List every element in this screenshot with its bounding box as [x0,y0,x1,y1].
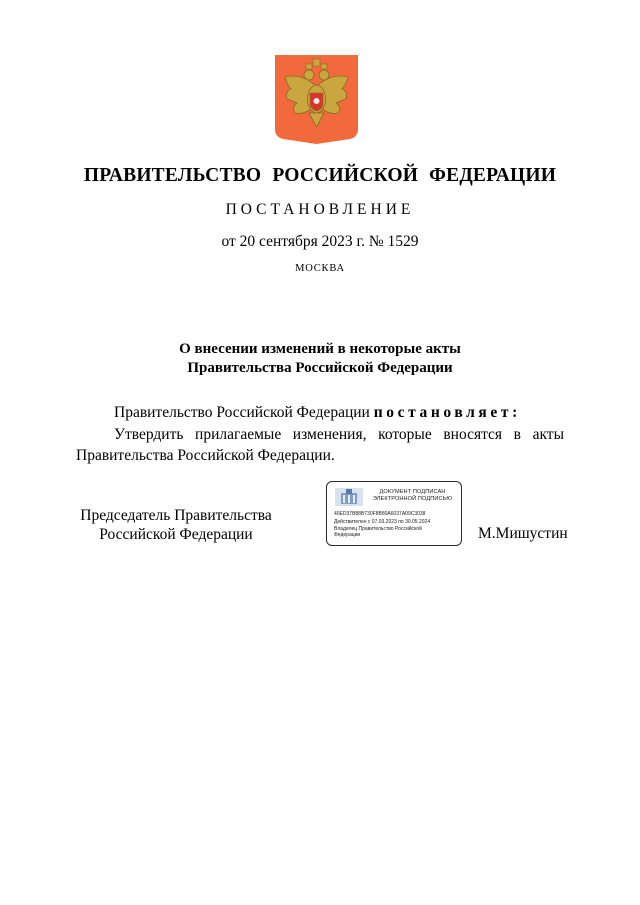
stamp-owner-line-2: Федерации [334,532,361,538]
government-title: ПРАВИТЕЛЬСТВО РОССИЙСКОЙ ФЕДЕРАЦИИ [83,165,557,186]
stamp-validity: Действителен с 07.03.2023 по 30.05.2024 [334,519,431,525]
resolution-text: Правительство Российской Федерации [114,404,374,421]
stamp-heading-line-1: ДОКУМЕНТ ПОДПИСАН [379,489,446,495]
stamp-heading [365,489,460,503]
signatory-name: М.Мишустин [478,525,568,542]
position-line-2: Российской Федерации [99,526,253,543]
state-emblem [275,55,358,144]
subject-line-2: Правительства Российской Федерации [187,360,453,376]
stamp-certificate: 40ED37B88B730F8B80A6037A09C3038 [334,511,426,517]
subject-line-1: О внесении изменений в некоторые акты [179,341,461,357]
electronic-signature-stamp [326,481,462,546]
stamp-owner-line-1: Владелец Правительство Российской [334,526,422,532]
government-building-icon [335,488,363,506]
resolution-keyword: постановляет: [373,404,521,421]
document-date-number: от 20 сентября 2023 г. № 1529 [221,233,419,250]
document-type: ПОСТАНОВЛЕНИЕ [225,201,415,218]
position-line-1: Председатель Правительства [80,507,272,524]
stamp-heading-line-2: ЭЛЕКТРОННОЙ ПОДПИСЬЮ [372,496,453,502]
signatory-position [76,506,276,544]
resolution-paragraph [76,402,564,423]
document-subject [0,340,640,378]
city: МОСКВА [295,263,345,274]
approval-paragraph: Утвердить прилагаемые изменения, которые вносятся в акты Правительства Российской Федерации. [76,426,564,464]
